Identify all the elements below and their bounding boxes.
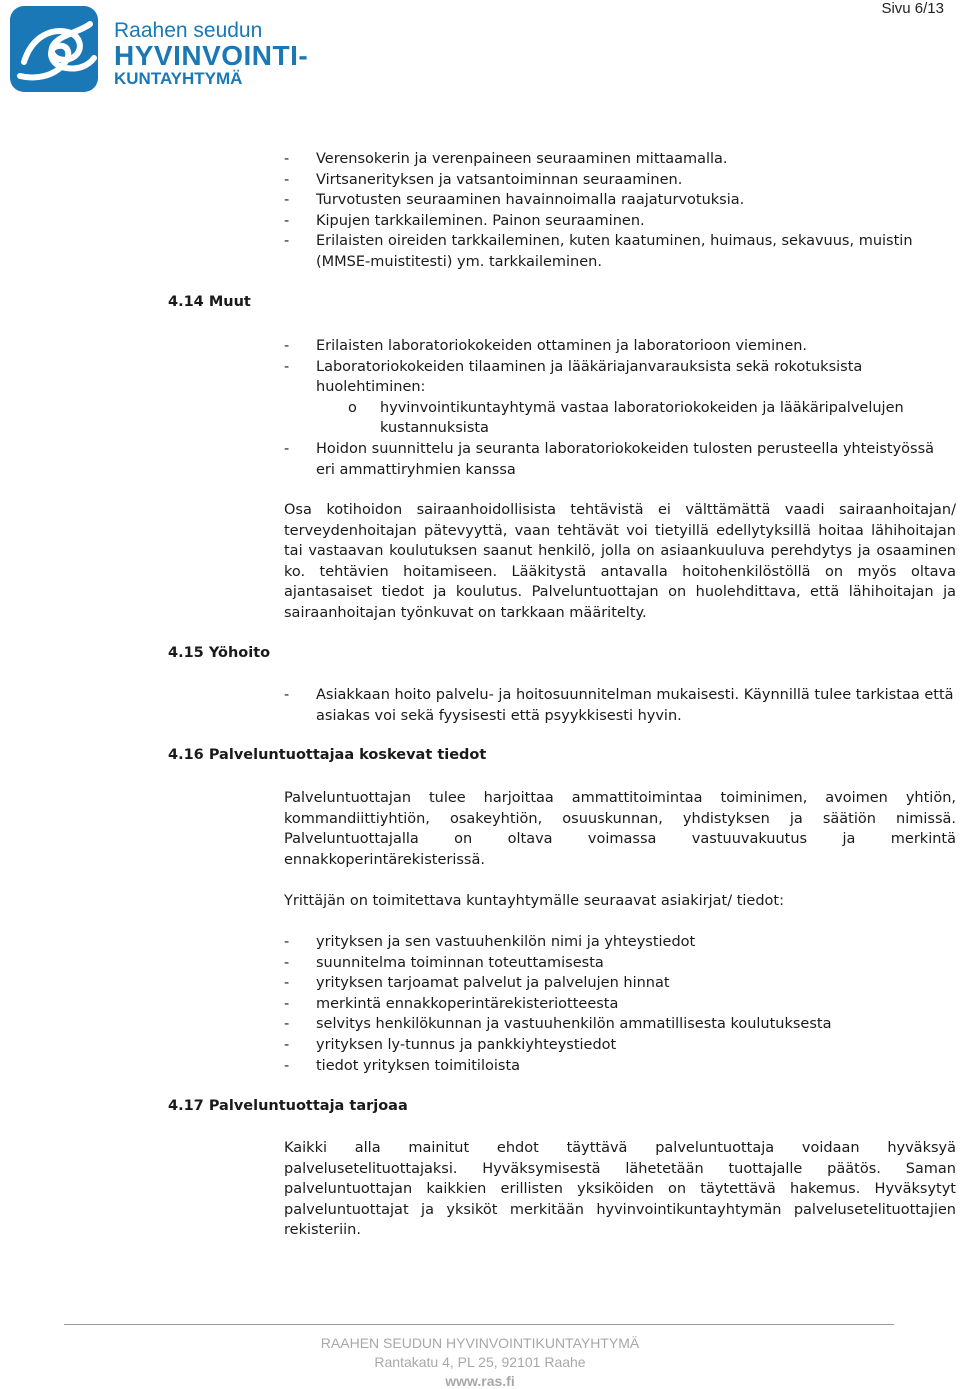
section-title-4-16: 4.16 Palveluntuottajaa koskevat tiedot bbox=[168, 747, 487, 763]
list-item: - yrityksen ly-tunnus ja pankkiyhteystiedot bbox=[284, 1036, 617, 1053]
section-title-4-15: 4.15 Yöhoito bbox=[168, 645, 271, 661]
list-item: - merkintä ennakkoperintärekisteriotteesta bbox=[284, 995, 619, 1012]
list-item: - yrityksen tarjoamat palvelut ja palvelujen hinnat bbox=[284, 975, 670, 992]
section-4-15-list bbox=[284, 685, 956, 726]
list-item: - selvitys henkilökunnan ja vastuuhenkilön ammatillisesta koulutuksesta bbox=[284, 1016, 832, 1033]
logo-wordmark bbox=[114, 20, 308, 88]
list-item: - Asiakkaan hoito palvelu- ja hoitosuunnitelman mukaisesti. Käynnillä tulee tarkistaa että asiakas voi sekä fyysisesti että psyykkisesti hyvin. bbox=[284, 687, 954, 724]
footer-divider bbox=[64, 1324, 894, 1325]
knot-logo-icon bbox=[10, 6, 102, 94]
list-item: - yrityksen ja sen vastuuhenkilön nimi ja yhteystiedot bbox=[284, 934, 696, 950]
footer-address: Rantakatu 4, PL 25, 92101 Raahe bbox=[374, 1354, 586, 1370]
list-item: - Erilaisten laboratoriokokeiden ottaminen ja laboratorioon vieminen. bbox=[284, 338, 808, 354]
section-4-16-list bbox=[284, 932, 956, 1076]
page-number: Sivu 6/13 bbox=[881, 0, 944, 17]
list-item: - Turvotusten seuraaminen havainnoimalla raajaturvotuksia. bbox=[284, 192, 745, 209]
list-item: - tiedot yrityksen toimitiloista bbox=[284, 1057, 521, 1074]
footer-website-link[interactable]: www.ras.fi bbox=[445, 1373, 515, 1389]
section-title-4-17: 4.17 Palveluntuottaja tarjoaa bbox=[168, 1098, 408, 1114]
intro-list bbox=[284, 149, 956, 273]
organization-logo bbox=[10, 6, 309, 98]
section-title-4-14: 4.14 Muut bbox=[168, 294, 251, 310]
section-4-14-paragraph: Osa kotihoidon sairaanhoidollisista tehtävistä ei välttämättä vaadi sairaanhoitajan/ terveydenhoitajan pätevyyttä, vaan tehtävät voi tietyillä edellytyksillä hoitaa lähihoitajan tai vastaavan koulutuksen saanut henkilö, jolla on asiaankuuluva perehdytys ja osaaminen ko. tehtävien hoitamiseen. Lääkitystä antavalla hoitohenkilöstöllä on myös oltava ajantasaiset tiedot ja koulutus. Palveluntuottajan on huolehdittava, että lähihoitajan ja sairaanhoitajan työnkuvat on tarkkaan määritelty. bbox=[284, 502, 956, 621]
section-4-16-paragraph-2: Yrittäjän on toimitettava kuntayhtymälle seuraavat asiakirjat/ tiedot: bbox=[284, 893, 784, 909]
logo-line-2: HYVINVOINTI- bbox=[114, 40, 309, 71]
list-item: - Verensokerin ja verenpaineen seuraaminen mittaamalla. bbox=[284, 151, 728, 167]
list-item: - Laboratoriokokeiden tilaaminen ja lääkäriajanvarauksista sekä rokotuksista huolehtiminen: bbox=[284, 358, 863, 396]
section-4-14-list bbox=[284, 336, 956, 480]
list-item: - Erilaisten oireiden tarkkaileminen, kuten kaatuminen, huimaus, sekavuus, muistin (MMSE-muistitesti) ym. tarkkaileminen. bbox=[284, 233, 913, 270]
list-item: - Hoidon suunnittelu ja seuranta laboratoriokokeiden tulosten perusteella yhteistyössä eri ammattiryhmien kanssa bbox=[284, 440, 935, 478]
list-item: - Kipujen tarkkaileminen. Painon seuraaminen. bbox=[284, 212, 645, 229]
sub-list-item: o hyvinvointikuntayhtymä vastaa laboratoriokokeiden ja lääkäripalvelujen kustannuksista bbox=[348, 399, 904, 437]
logo-line-1: Raahen seudun bbox=[114, 19, 263, 42]
list-item: - suunnitelma toiminnan toteuttamisesta bbox=[284, 954, 604, 971]
section-4-16-paragraph-1: Palveluntuottajan tulee harjoittaa ammattitoimintaa toiminimen, avoimen yhtiön, kommandiittiyhtiön, osakeyhtiön, osuuskunnan, yhdistyksen ja säätiön nimissä. Palveluntuottajalla on oltava voimassa vastuuvakuutus ja merkintä ennakkoperintärekisterissä. bbox=[284, 790, 956, 868]
section-4-17-paragraph: Kaikki alla mainitut ehdot täyttävä palveluntuottaja voidaan hyväksyä palvelusetelituottajaksi. Hyväksymisestä lähetetään tuottajalle päätös. Saman palveluntuottajan kaikkien erillisten yksiköiden on täytettävä hakemus. Hyväksytyt palveluntuottajat ja yksiköt merkitään hyvinvointikuntayhtymän palvelusetelituottajien rekisteriin. bbox=[284, 1140, 956, 1239]
logo-line-3: KUNTAYHTYMÄ bbox=[114, 69, 243, 88]
footer-organization: RAAHEN SEUDUN HYVINVOINTIKUNTAYHTYMÄ bbox=[320, 1335, 640, 1351]
list-item: - Virtsanerityksen ja vatsantoiminnan seuraaminen. bbox=[284, 171, 683, 188]
